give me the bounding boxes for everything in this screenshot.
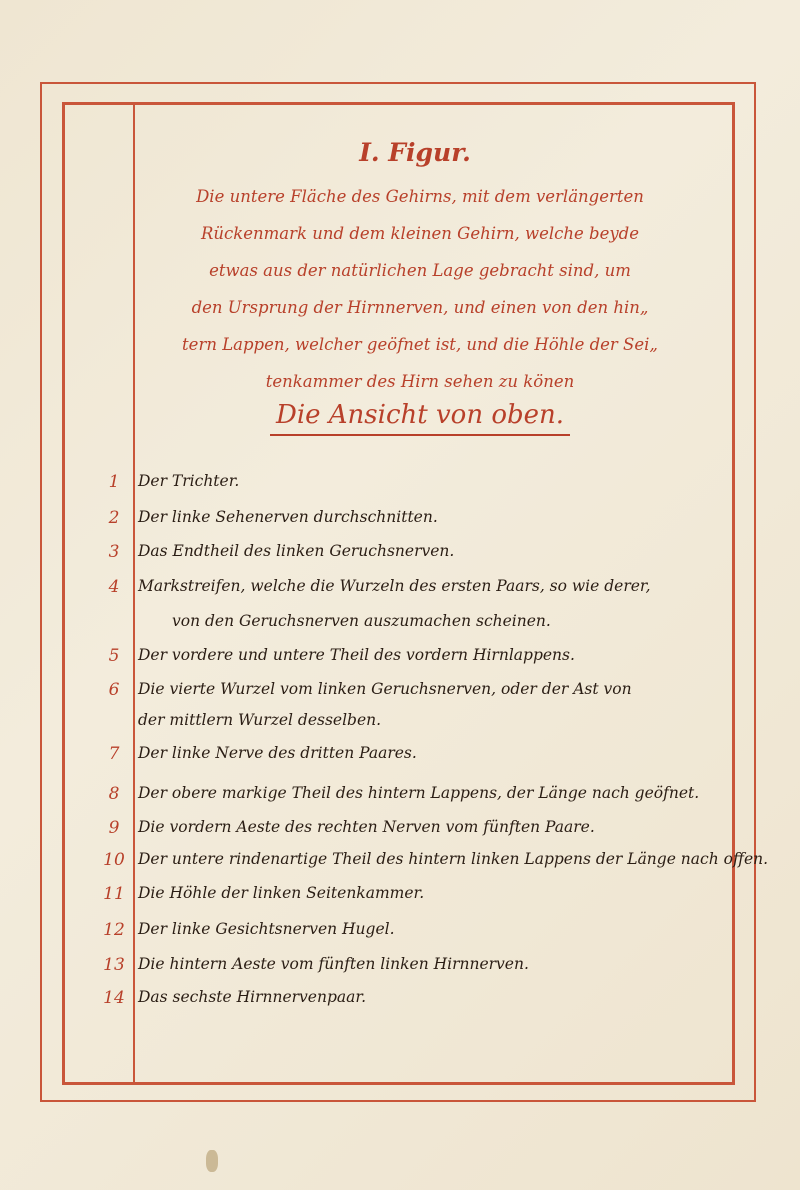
item-number: 4: [108, 577, 120, 597]
item-text: Markstreifen, welche die Wurzeln des ersten Paars, so wie derer,: [138, 577, 651, 595]
item-text: Der Trichter.: [138, 472, 240, 490]
item-text: Der linke Nerve des dritten Paares.: [138, 744, 417, 762]
page-title: I. Figur.: [359, 138, 471, 167]
description-line: tenkammer des Hirn sehen zu könen: [265, 372, 575, 391]
description-line: den Ursprung der Hirnnerven, und einen von den hin„: [191, 298, 649, 317]
item-number: 14: [103, 988, 125, 1008]
item-number: 10: [103, 850, 125, 870]
item-text: Die vierte Wurzel vom linken Geruchsnerven, oder der Ast von: [138, 680, 632, 698]
item-text: Der obere markige Theil des hintern Lappens, der Länge nach geöfnet.: [138, 784, 700, 802]
item-text: Der linke Sehenerven durchschnitten.: [138, 508, 438, 526]
item-text: Die Höhle der linken Seitenkammer.: [138, 884, 425, 902]
item-number: 7: [108, 744, 120, 764]
margin-rule: [133, 102, 135, 1082]
item-number: 12: [103, 920, 125, 940]
item-number: 5: [108, 646, 120, 666]
item-number: 3: [108, 542, 120, 562]
item-number: 8: [108, 784, 120, 804]
figure-description: [150, 178, 690, 400]
item-text-continuation: von den Geruchsnerven auszumachen scheinen.: [172, 612, 551, 630]
item-number: 13: [103, 955, 125, 975]
description-line: Rückenmark und dem kleinen Gehirn, welche beyde: [200, 224, 640, 243]
item-text: Das sechste Hirnnervenpaar.: [138, 988, 367, 1006]
item-number: 2: [108, 508, 120, 528]
item-number: 9: [108, 818, 120, 838]
item-number: 6: [108, 680, 120, 700]
item-text-continuation: der mittlern Wurzel desselben.: [138, 711, 382, 729]
description-line: tern Lappen, welcher geöfnet ist, und die Höhle der Sei„: [182, 335, 658, 354]
item-text: Die vordern Aeste des rechten Nerven vom fünften Paare.: [138, 818, 595, 836]
item-number: 1: [108, 472, 120, 492]
description-line: Die untere Fläche des Gehirns, mit dem verlängerten: [196, 187, 644, 206]
item-text: Das Endtheil des linken Geruchsnerven.: [138, 542, 455, 560]
item-text: Der vordere und untere Theil des vordern Hirnlappens.: [138, 646, 575, 664]
item-text: Der untere rindenartige Theil des hintern linken Lappens der Länge nach offen.: [138, 850, 769, 868]
description-line: etwas aus der natürlichen Lage gebracht sind, um: [209, 261, 631, 280]
item-text: Die hintern Aeste vom fünften linken Hirnnerven.: [138, 955, 529, 973]
item-text: Der linke Gesichtsnerven Hugel.: [138, 920, 395, 938]
item-number: 11: [103, 884, 125, 904]
subheading: Die Ansicht von oben.: [270, 400, 570, 436]
paper-stain: [206, 1150, 218, 1172]
